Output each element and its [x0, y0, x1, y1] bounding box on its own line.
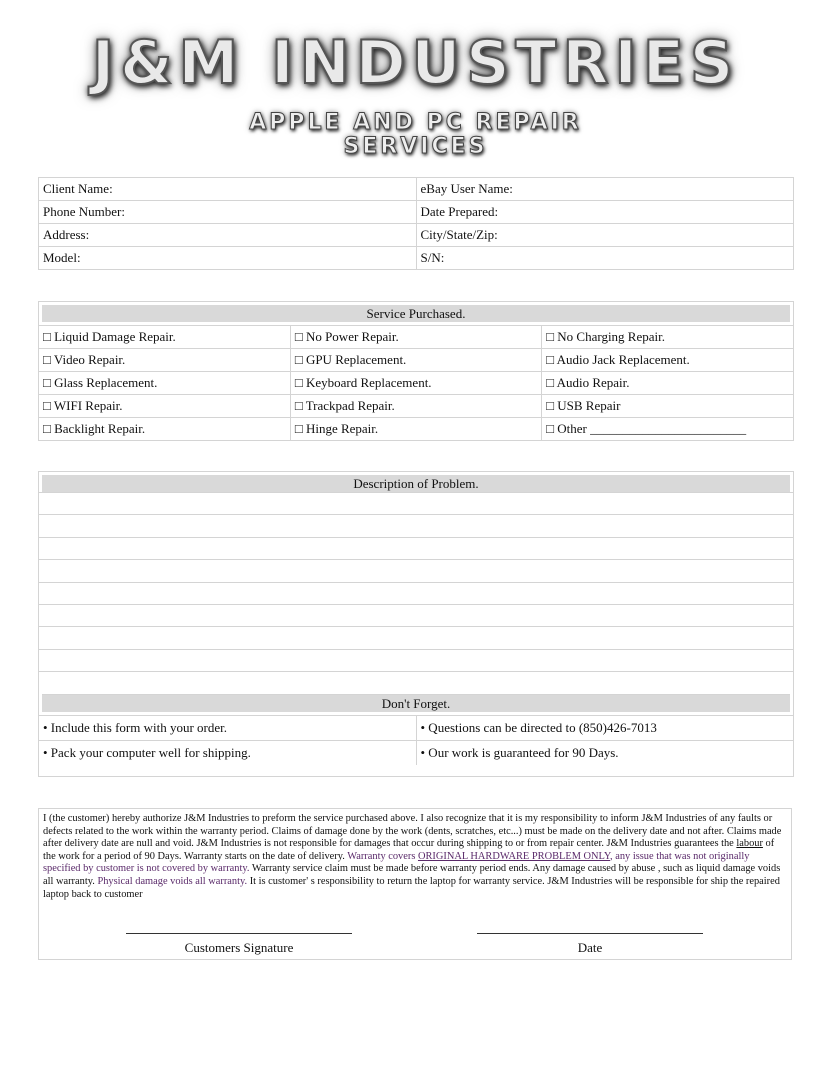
terms-part: , any issue that was not originally specified by customer is not covered by warranty. [43, 850, 750, 875]
service-option[interactable] [39, 395, 290, 418]
terms-labour: labour [736, 838, 763, 850]
service-option[interactable] [290, 326, 541, 349]
checkbox-icon[interactable]: □ [294, 329, 303, 344]
description-line[interactable] [39, 492, 793, 514]
service-option-label: Trackpad Repair. [305, 398, 395, 413]
logo-subtitle: APPLE AND PC REPAIR [249, 110, 582, 135]
service-option-label: No Charging Repair. [557, 329, 665, 344]
reminder-item: • Questions can be directed to (850)426-7013 [416, 715, 793, 740]
company-logo [0, 0, 831, 170]
table-row [39, 715, 793, 740]
terms-part: I (the customer) hereby authorize J&M Industries to preform the service purchased above. I also recognize that it is my responsibility to inform J&M Industries of any faults or defects related to the work within the warranty period. Claims of damage done by the work (dents, scratches, etc...) must be made on the delivery date and not after. Claims made after delivery date are null and void. J&M Industries is not responsible for damages that occur during shipping to or from repair center. J&M Industries guarantees the [43, 813, 782, 850]
logo-title: J&M INDUSTRIES [91, 28, 740, 98]
checkbox-icon[interactable]: □ [294, 421, 303, 436]
service-option-label: Audio Repair. [556, 375, 630, 390]
service-option-label: No Power Repair. [305, 329, 399, 344]
service-option[interactable] [290, 372, 541, 395]
date-prepared-field[interactable]: Date Prepared: [416, 201, 794, 224]
reminder-item: • Our work is guaranteed for 90 Days. [416, 740, 793, 765]
table-row [39, 326, 793, 349]
customer-signature-label: Customers Signature [184, 940, 294, 955]
table-row [39, 247, 794, 270]
service-option[interactable] [290, 349, 541, 372]
date-signature-label: Date [577, 940, 603, 955]
service-option[interactable] [542, 372, 793, 395]
table-row [39, 395, 793, 418]
reminders-header: Don't Forget. [42, 694, 790, 712]
service-option[interactable] [542, 326, 793, 349]
description-header: Description of Problem. [42, 475, 790, 492]
service-option-label: Keyboard Replacement. [305, 375, 432, 390]
service-option[interactable] [39, 326, 290, 349]
table-row [39, 349, 793, 372]
services-section [38, 301, 794, 441]
checkbox-icon[interactable]: □ [43, 329, 51, 344]
service-option[interactable] [542, 395, 793, 418]
service-option-label: Hinge Repair. [305, 421, 379, 436]
description-line[interactable] [39, 671, 793, 693]
service-option-label: Other ________________________ [557, 421, 747, 436]
service-option-label: Glass Replacement. [54, 375, 158, 390]
checkbox-icon[interactable]: □ [43, 398, 51, 413]
description-line[interactable] [39, 559, 793, 581]
service-option[interactable] [290, 395, 541, 418]
checkbox-icon[interactable]: □ [294, 398, 303, 413]
terms-part: of the work for a period of 90 Days. Warranty starts on the date of delivery. [43, 838, 775, 862]
checkbox-icon[interactable]: □ [546, 421, 555, 436]
checkbox-icon[interactable]: □ [546, 329, 555, 344]
services-header: Service Purchased. [42, 305, 790, 322]
service-option-label: USB Repair [557, 398, 621, 413]
serial-number-field[interactable]: S/N: [416, 247, 794, 270]
client-info-table [38, 177, 794, 270]
description-line[interactable] [39, 604, 793, 626]
address-field[interactable]: Address: [39, 224, 417, 247]
checkbox-icon[interactable]: □ [43, 375, 51, 390]
customer-signature-line[interactable] [126, 933, 352, 934]
date-signature-line[interactable] [477, 933, 703, 934]
checkbox-icon[interactable]: □ [546, 352, 555, 367]
description-line[interactable] [39, 649, 793, 671]
city-state-zip-field[interactable]: City/State/Zip: [416, 224, 794, 247]
table-row [39, 740, 793, 765]
table-row [39, 372, 793, 395]
services-table [39, 325, 793, 440]
service-option[interactable] [39, 418, 290, 441]
service-option-label: WIFI Repair. [53, 398, 123, 413]
terms-original-hardware: ORIGINAL HARDWARE PROBLEM ONLY [417, 850, 611, 862]
checkbox-icon[interactable]: □ [294, 375, 303, 390]
reminder-item: • Pack your computer well for shipping. [39, 740, 416, 765]
checkbox-icon[interactable]: □ [43, 352, 51, 367]
table-row [39, 178, 794, 201]
checkbox-icon[interactable]: □ [546, 375, 555, 390]
terms-part: It is customer' s responsibility to return the laptop for warranty service. J&M Industries will be responsible for ship the repaired laptop back to customer [43, 875, 780, 900]
description-line[interactable] [39, 514, 793, 536]
reminders-table [39, 715, 793, 765]
checkbox-icon[interactable]: □ [43, 421, 51, 436]
description-line[interactable] [39, 537, 793, 559]
service-option[interactable] [39, 372, 290, 395]
terms-part: Warranty service claim must be made before warranty period ends. Any damage caused by abuse , such as liquid damage voids all warranty. [43, 863, 781, 887]
description-section [38, 471, 794, 777]
client-name-field[interactable]: Client Name: [39, 178, 417, 201]
service-option[interactable] [290, 418, 541, 441]
description-line[interactable] [39, 626, 793, 648]
checkbox-icon[interactable]: □ [294, 352, 303, 367]
table-row [39, 201, 794, 224]
service-option-label: Liquid Damage Repair. [54, 329, 176, 344]
service-option-label: Audio Jack Replacement. [556, 352, 690, 367]
service-option-label: Video Repair. [53, 352, 126, 367]
service-option[interactable] [542, 349, 793, 372]
table-row [39, 418, 793, 441]
reminder-item: • Include this form with your order. [39, 715, 416, 740]
service-option[interactable] [542, 418, 793, 441]
ebay-username-field[interactable]: eBay User Name: [416, 178, 794, 201]
table-row [39, 224, 794, 247]
service-option-label: GPU Replacement. [305, 352, 407, 367]
logo-subtitle-services: SERVICES [343, 134, 488, 159]
model-field[interactable]: Model: [39, 247, 417, 270]
checkbox-icon[interactable]: □ [546, 398, 555, 413]
description-line[interactable] [39, 582, 793, 604]
phone-number-field[interactable]: Phone Number: [39, 201, 417, 224]
terms-physical-damage: Physical damage voids all warranty. [97, 875, 248, 887]
terms-section [38, 808, 792, 960]
service-option-label: Backlight Repair. [54, 421, 146, 436]
service-option[interactable] [39, 349, 290, 372]
terms-text [39, 809, 791, 905]
terms-warranty-covers: Warranty covers [347, 850, 418, 862]
